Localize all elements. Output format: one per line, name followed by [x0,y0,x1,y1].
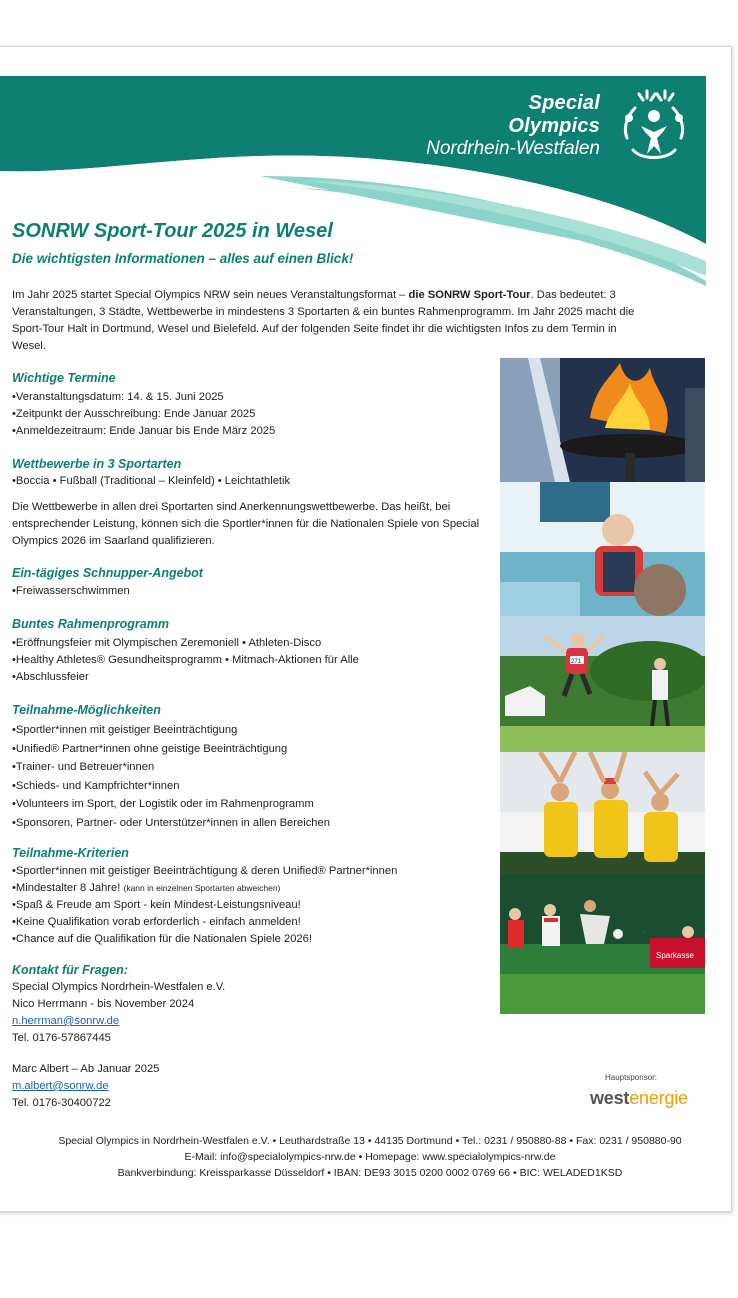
list-item: • Freiwasserschwimmen [12,583,130,600]
list-item: • Zeitpunkt der Ausschreibung: Ende Januar 2025 [12,406,275,423]
heading-kriterien: Teilnahme-Kriterien [12,846,129,860]
list-item: • Anmeldezeitraum: Ende Januar bis Ende März 2025 [12,423,275,440]
wettbewerbe-note: Die Wettbewerbe in allen drei Sportarten sind Anerkennungswettbewerbe. Das heißt, bei entsprechender Leistung, können sich die Sportler*innen für die Nationalen Spiele von Special Olympics 2026 im Saarland qualifizieren. [12,501,480,547]
photo-cheering-athletes [500,752,705,874]
heading-rahmenprogramm: Buntes Rahmenprogramm [12,617,169,631]
intro-text-1: Im Jahr 2025 startet Special Olympics NRW sein neues Veranstaltungsformat – [12,289,409,301]
document-subtitle: Die wichtigsten Informationen – alles auf einen Blick! [12,251,354,266]
photo-football-match [500,874,705,1014]
contact-phone-1: Tel. 0176-57867445 [12,1032,111,1044]
list-item: • Trainer- und Betreuer*innen [12,758,330,777]
list-item: • Eröffnungsfeier mit Olympischen Zeremoniell • Athleten-Disco [12,635,359,652]
list-item: • Chance auf die Qualifikation für die Nationalen Spiele 2026! [12,931,397,948]
list-item-note: (kann in einzelnen Sportarten abweichen) [123,883,281,893]
list-item: • Abschlussfeier [12,669,359,686]
list-kriterien [12,863,397,948]
contact-email-2-link[interactable]: m.albert@sonrw.de [12,1080,109,1092]
logo-line-olympics: Olympics [508,115,600,137]
list-item: • Sportler*innen mit geistiger Beeinträchtigung & deren Unified® Partner*innen [12,863,397,880]
sparkasse-banner-text: Sparkasse [656,951,694,960]
list-item [12,880,397,897]
intro-text-2: . Das bedeutet: 3 Veranstaltungen, 3 Städte, Wettbewerbe in mindestens 3 Sportarten & ein buntes Rahmenprogramm. Im Jahr 2025 macht die Sport-Tour Halt in Dortmund, Wesel und Bielefeld. Auf der folgenden Seite findet ihr die wichtigsten Infos zu dem Termin in Wesel. [12,289,635,352]
list-item: • Spaß & Freude am Sport - kein Mindest-Leistungsniveau! [12,897,397,914]
list-moeglichkeiten [12,721,330,832]
sponsor-logo-west: west [590,1088,630,1108]
list-termine [12,389,275,440]
logo-wordmark [426,92,600,160]
intro-paragraph [12,287,640,355]
heading-wettbewerbe: Wettbewerbe in 3 Sportarten [12,457,182,471]
list-item: • Sportler*innen mit geistiger Beeinträchtigung [12,721,330,740]
footer-contact: E-Mail: info@specialolympics-nrw.de • Homepage: www.specialolympics-nrw.de [184,1151,556,1163]
sponsor-logo-energie: energie [629,1088,688,1108]
list-item: • Keine Qualifikation vorab erforderlich - einfach anmelden! [12,914,397,931]
list-item-text: Mindestalter 8 Jahre! [15,882,124,894]
logo-line-region: Nordrhein-Westfalen [426,138,600,159]
heading-schnupper: Ein-tägiges Schnupper-Angebot [12,566,203,580]
athlete-bib-number: 271 [571,659,582,665]
contact-org: Special Olympics Nordrhein-Westfalen e.V. [12,981,226,993]
list-item: • Healthy Athletes® Gesundheitsprogramm • Mitmach-Aktionen für Alle [12,652,359,669]
contact-person-1: Nico Herrmann - bis November 2024 [12,998,195,1010]
contact-block-1 [12,979,225,1047]
contact-email-1-link[interactable]: n.herrman@sonrw.de [12,1015,120,1027]
list-item: • Volunteers im Sport, der Logistik oder im Rahmenprogramm [12,795,330,814]
list-item: • Boccia • Fußball (Traditional – Kleinfeld) • Leichtathletik [12,473,290,490]
footer-address: Special Olympics in Nordrhein-Westfalen e.V. • Leuthardstraße 13 • 44135 Dortmund • Tel.: 0231 / 950880-88 • Fax: 0231 / 950880-90 [58,1135,682,1147]
list-schnupper [12,583,130,600]
photo-athlete-medal [500,482,705,616]
list-item: • Schieds- und Kampfrichter*innen [12,777,330,796]
contact-phone-2: Tel. 0176-30400722 [12,1097,111,1109]
heading-kontakt: Kontakt für Fragen: [12,963,128,977]
photo-athletics-jump [500,616,705,752]
list-rahmenprogramm [12,635,359,686]
contact-person-2: Marc Albert – Ab Januar 2025 [12,1063,160,1075]
heading-moeglichkeiten: Teilnahme-Möglichkeiten [12,703,161,717]
sponsor-label: Hauptsponsor: [605,1073,658,1082]
list-wettbewerbe [12,473,290,490]
list-item: • Sponsoren, Partner- oder Unterstützer*innen in allen Bereichen [12,814,330,833]
photo-olympic-flame [500,358,705,482]
contact-block-2 [12,1061,159,1112]
list-item: • Unified® Partner*innen ohne geistige Beeinträchtigung [12,740,330,759]
intro-bold: die SONRW Sport-Tour [408,289,531,301]
footer-bank: Bankverbindung: Kreissparkasse Düsseldorf • IBAN: DE93 3015 0200 0002 0769 66 • BIC: WELADED1KSD [117,1167,623,1179]
document-title: SONRW Sport-Tour 2025 in Wesel [12,220,333,242]
list-item: • Veranstaltungsdatum: 14. & 15. Juni 2025 [12,389,275,406]
westenergie-logo [590,1088,688,1109]
special-olympics-logo-icon [613,88,695,170]
heading-termine: Wichtige Termine [12,371,116,385]
logo-line-special: Special [528,92,600,114]
